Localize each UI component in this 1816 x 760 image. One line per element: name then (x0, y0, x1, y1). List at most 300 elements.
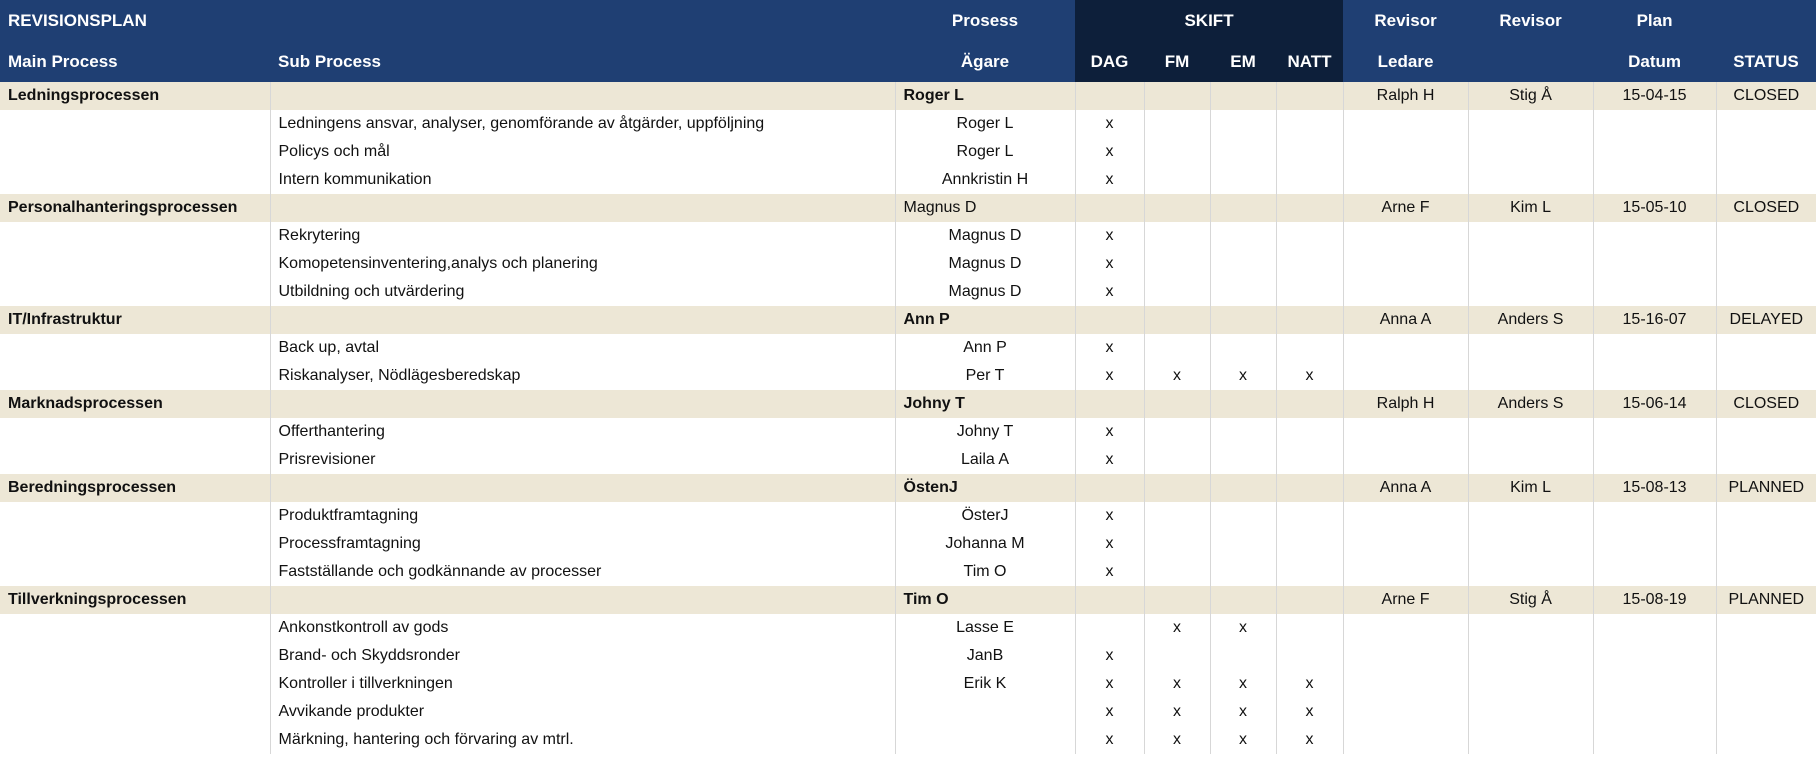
sub-process-row (0, 250, 1816, 278)
empty-cell (1716, 110, 1816, 138)
empty-cell (1468, 502, 1593, 530)
main-process-empty (0, 698, 270, 726)
empty-cell (1716, 558, 1816, 586)
empty-cell (1593, 166, 1716, 194)
main-process-empty (0, 642, 270, 670)
shift-mark (1210, 642, 1276, 670)
empty-cell (1343, 726, 1468, 754)
main-process-row (0, 306, 1816, 334)
sub-process-row (0, 698, 1816, 726)
plan-date: 15-06-14 (1593, 390, 1716, 418)
empty-cell (1468, 138, 1593, 166)
status-cell: CLOSED (1716, 194, 1816, 222)
sub-process-name: Intern kommunikation (270, 166, 895, 194)
shift-cell (1144, 306, 1210, 334)
empty-cell (1593, 558, 1716, 586)
shift-cell (1075, 586, 1144, 614)
sub-process-row (0, 138, 1816, 166)
shift-mark (1210, 138, 1276, 166)
shift-cell (1276, 474, 1343, 502)
sub-process-name: Fastställande och godkännande av processer (270, 558, 895, 586)
status-cell: PLANNED (1716, 586, 1816, 614)
sub-process-row (0, 418, 1816, 446)
main-process-empty (0, 502, 270, 530)
empty-cell (1468, 642, 1593, 670)
empty-cell (1343, 642, 1468, 670)
shift-mark: x (1210, 362, 1276, 390)
sub-process-row (0, 726, 1816, 754)
empty-cell (1593, 446, 1716, 474)
empty-cell (1716, 698, 1816, 726)
shift-mark: x (1210, 726, 1276, 754)
status-cell: CLOSED (1716, 82, 1816, 110)
empty-cell (1468, 446, 1593, 474)
empty-cell (1468, 530, 1593, 558)
shift-mark: x (1075, 670, 1144, 698)
shift-mark (1144, 250, 1210, 278)
main-process-empty (0, 166, 270, 194)
shift-mark (1276, 166, 1343, 194)
shift-mark: x (1075, 418, 1144, 446)
empty-cell (1716, 250, 1816, 278)
shift-mark: x (1075, 166, 1144, 194)
process-owner: Johny T (895, 390, 1075, 418)
main-process-empty (0, 726, 270, 754)
shift-cell (1210, 474, 1276, 502)
empty-cell (1593, 670, 1716, 698)
header-sub-process: Sub Process (270, 41, 895, 82)
shift-mark: x (1075, 642, 1144, 670)
sub-process-row (0, 110, 1816, 138)
empty-cell (1593, 250, 1716, 278)
main-process-name: Ledningsprocessen (0, 82, 270, 110)
shift-cell (1144, 390, 1210, 418)
sub-process-row (0, 670, 1816, 698)
empty-cell (1716, 278, 1816, 306)
sub-process-row (0, 166, 1816, 194)
sub-process-row (0, 502, 1816, 530)
sub-process-row (0, 530, 1816, 558)
shift-mark (1276, 278, 1343, 306)
revisor-lead: Arne F (1343, 194, 1468, 222)
shift-mark (1210, 166, 1276, 194)
shift-mark: x (1144, 670, 1210, 698)
shift-cell (1075, 82, 1144, 110)
plan-date: 15-16-07 (1593, 306, 1716, 334)
shift-mark (1276, 250, 1343, 278)
sub-process-name: Utbildning och utvärdering (270, 278, 895, 306)
sub-process-name: Avvikande produkter (270, 698, 895, 726)
shift-cell (1144, 194, 1210, 222)
sub-process-empty (270, 194, 895, 222)
empty-cell (1716, 642, 1816, 670)
empty-cell (1593, 110, 1716, 138)
empty-cell (1593, 614, 1716, 642)
header-revisor-2 (1468, 41, 1593, 82)
status-cell: DELAYED (1716, 306, 1816, 334)
shift-mark (1144, 558, 1210, 586)
shift-mark: x (1276, 362, 1343, 390)
shift-mark (1276, 222, 1343, 250)
shift-mark: x (1075, 222, 1144, 250)
header-shift-em: EM (1210, 41, 1276, 82)
main-process-empty (0, 362, 270, 390)
shift-mark (1144, 278, 1210, 306)
shift-mark (1210, 222, 1276, 250)
empty-cell (1343, 278, 1468, 306)
shift-cell (1144, 474, 1210, 502)
empty-cell (1343, 558, 1468, 586)
status-cell: PLANNED (1716, 474, 1816, 502)
shift-cell (1144, 586, 1210, 614)
empty-cell (1593, 642, 1716, 670)
header-status-1 (1716, 0, 1816, 41)
sub-process-name: Policys och mål (270, 138, 895, 166)
shift-cell (1144, 82, 1210, 110)
empty-cell (1343, 110, 1468, 138)
shift-cell (1210, 306, 1276, 334)
revisor: Anders S (1468, 306, 1593, 334)
shift-cell (1075, 306, 1144, 334)
shift-mark: x (1075, 558, 1144, 586)
sub-process-empty (270, 474, 895, 502)
empty-cell (1593, 418, 1716, 446)
sub-process-owner: Erik K (895, 670, 1075, 698)
main-process-row (0, 474, 1816, 502)
empty-cell (1468, 166, 1593, 194)
shift-mark (1210, 278, 1276, 306)
shift-mark: x (1276, 670, 1343, 698)
empty-cell (1593, 222, 1716, 250)
sub-process-owner (895, 726, 1075, 754)
empty-cell (1716, 222, 1816, 250)
sub-process-owner: Magnus D (895, 250, 1075, 278)
empty-cell (1468, 334, 1593, 362)
empty-cell (1593, 278, 1716, 306)
sub-process-name: Offerthantering (270, 418, 895, 446)
revisor-lead: Ralph H (1343, 390, 1468, 418)
empty-cell (1593, 530, 1716, 558)
empty-cell (1716, 614, 1816, 642)
empty-cell (1593, 726, 1716, 754)
empty-cell (1716, 362, 1816, 390)
sub-process-owner: Johny T (895, 418, 1075, 446)
empty-cell (1716, 502, 1816, 530)
shift-cell (1210, 390, 1276, 418)
revisor: Stig Å (1468, 82, 1593, 110)
shift-cell (1210, 586, 1276, 614)
shift-mark (1276, 446, 1343, 474)
process-owner: ÖstenJ (895, 474, 1075, 502)
header-row-1 (0, 0, 1816, 41)
revisor-lead: Arne F (1343, 586, 1468, 614)
sub-process-row (0, 446, 1816, 474)
shift-mark (1210, 110, 1276, 138)
plan-date: 15-04-15 (1593, 82, 1716, 110)
sub-process-owner: Lasse E (895, 614, 1075, 642)
shift-mark (1075, 614, 1144, 642)
shift-mark (1144, 502, 1210, 530)
shift-mark: x (1276, 698, 1343, 726)
shift-mark (1276, 334, 1343, 362)
shift-mark (1144, 222, 1210, 250)
main-process-empty (0, 558, 270, 586)
empty-cell (1343, 334, 1468, 362)
sub-process-owner: Laila A (895, 446, 1075, 474)
shift-cell (1210, 194, 1276, 222)
sub-process-owner: Johanna M (895, 530, 1075, 558)
empty-cell (1716, 446, 1816, 474)
empty-cell (1716, 670, 1816, 698)
header-owner-1: Prosess (895, 0, 1075, 41)
empty-cell (1343, 250, 1468, 278)
shift-mark (1276, 138, 1343, 166)
header-shift-dag: DAG (1075, 41, 1144, 82)
sub-process-row (0, 642, 1816, 670)
header-main-process: Main Process (0, 41, 270, 82)
sub-process-owner (895, 698, 1075, 726)
shift-mark (1210, 334, 1276, 362)
empty-cell (1716, 418, 1816, 446)
shift-mark: x (1075, 502, 1144, 530)
revisor: Kim L (1468, 194, 1593, 222)
shift-mark (1210, 446, 1276, 474)
revisor: Stig Å (1468, 586, 1593, 614)
sub-process-owner: Tim O (895, 558, 1075, 586)
header-date-1: Plan (1593, 0, 1716, 41)
sub-process-owner: Ann P (895, 334, 1075, 362)
empty-cell (1716, 166, 1816, 194)
shift-cell (1075, 390, 1144, 418)
empty-cell (1343, 138, 1468, 166)
sub-process-name: Kontroller i tillverkningen (270, 670, 895, 698)
shift-mark: x (1075, 250, 1144, 278)
sub-process-row (0, 334, 1816, 362)
header-row-2 (0, 41, 1816, 82)
table-body (0, 82, 1816, 754)
shift-mark: x (1075, 278, 1144, 306)
shift-mark: x (1210, 670, 1276, 698)
revisor-lead: Anna A (1343, 474, 1468, 502)
empty-cell (1468, 558, 1593, 586)
shift-mark (1276, 558, 1343, 586)
main-process-empty (0, 250, 270, 278)
sub-process-name: Komopetensinventering,analys och planering (270, 250, 895, 278)
main-process-empty (0, 138, 270, 166)
empty-cell (1343, 614, 1468, 642)
empty-cell (1468, 278, 1593, 306)
main-process-empty (0, 530, 270, 558)
shift-mark (1210, 418, 1276, 446)
process-owner: Roger L (895, 82, 1075, 110)
shift-cell (1075, 194, 1144, 222)
process-owner: Ann P (895, 306, 1075, 334)
sub-process-row (0, 614, 1816, 642)
main-process-name: Tillverkningsprocessen (0, 586, 270, 614)
empty-cell (1343, 222, 1468, 250)
shift-mark (1144, 642, 1210, 670)
empty-cell (1468, 250, 1593, 278)
main-process-name: Marknadsprocessen (0, 390, 270, 418)
header-shift-fm: FM (1144, 41, 1210, 82)
main-process-row (0, 586, 1816, 614)
shift-mark (1144, 446, 1210, 474)
sub-process-row (0, 558, 1816, 586)
sub-process-empty (270, 586, 895, 614)
sub-process-owner: Roger L (895, 110, 1075, 138)
header-revisor-1: Revisor (1468, 0, 1593, 41)
shift-cell (1276, 586, 1343, 614)
empty-cell (1343, 362, 1468, 390)
empty-cell (1343, 418, 1468, 446)
header-owner-2: Ägare (895, 41, 1075, 82)
empty-cell (1343, 446, 1468, 474)
sub-process-name: Processframtagning (270, 530, 895, 558)
header-title: REVISIONSPLAN (0, 0, 270, 41)
revisor-lead: Ralph H (1343, 82, 1468, 110)
plan-date: 15-08-19 (1593, 586, 1716, 614)
empty-cell (1593, 362, 1716, 390)
shift-mark: x (1075, 110, 1144, 138)
main-process-empty (0, 222, 270, 250)
sub-process-name: Rekrytering (270, 222, 895, 250)
revisor: Anders S (1468, 390, 1593, 418)
empty-cell (1716, 334, 1816, 362)
sub-process-name: Ledningens ansvar, analyser, genomförande av åtgärder, uppföljning (270, 110, 895, 138)
empty-cell (1468, 614, 1593, 642)
status-cell: CLOSED (1716, 390, 1816, 418)
shift-cell (1276, 194, 1343, 222)
main-process-row (0, 390, 1816, 418)
header-lead-2: Ledare (1343, 41, 1468, 82)
shift-mark (1210, 530, 1276, 558)
main-process-empty (0, 446, 270, 474)
sub-process-empty (270, 306, 895, 334)
empty-cell (1343, 698, 1468, 726)
revisor: Kim L (1468, 474, 1593, 502)
empty-cell (1468, 418, 1593, 446)
main-process-row (0, 194, 1816, 222)
sub-process-owner: Annkristin H (895, 166, 1075, 194)
main-process-name: Personalhanteringsprocessen (0, 194, 270, 222)
shift-mark: x (1144, 362, 1210, 390)
shift-mark (1144, 110, 1210, 138)
empty-cell (1343, 166, 1468, 194)
process-owner: Magnus D (895, 194, 1075, 222)
shift-cell (1075, 474, 1144, 502)
empty-cell (1593, 698, 1716, 726)
shift-mark: x (1075, 362, 1144, 390)
empty-cell (1593, 138, 1716, 166)
shift-mark (1144, 418, 1210, 446)
main-process-row (0, 82, 1816, 110)
main-process-empty (0, 670, 270, 698)
shift-mark: x (1075, 138, 1144, 166)
sub-process-empty (270, 390, 895, 418)
empty-cell (1468, 222, 1593, 250)
shift-cell (1276, 82, 1343, 110)
sub-process-name: Prisrevisioner (270, 446, 895, 474)
empty-cell (1593, 334, 1716, 362)
empty-cell (1468, 110, 1593, 138)
shift-cell (1276, 390, 1343, 418)
empty-cell (1343, 502, 1468, 530)
shift-mark: x (1075, 698, 1144, 726)
empty-cell (1593, 502, 1716, 530)
shift-mark: x (1075, 530, 1144, 558)
sub-process-owner: Magnus D (895, 278, 1075, 306)
shift-mark (1276, 110, 1343, 138)
shift-mark (1144, 138, 1210, 166)
header-lead-1: Revisor (1343, 0, 1468, 41)
header-sub-blank (270, 0, 895, 41)
header-skift: SKIFT (1075, 0, 1343, 41)
empty-cell (1716, 726, 1816, 754)
sub-process-owner: Per T (895, 362, 1075, 390)
sub-process-name: Ankonstkontroll av gods (270, 614, 895, 642)
shift-mark: x (1075, 726, 1144, 754)
empty-cell (1343, 530, 1468, 558)
sub-process-row (0, 278, 1816, 306)
shift-mark (1276, 418, 1343, 446)
empty-cell (1716, 138, 1816, 166)
empty-cell (1716, 530, 1816, 558)
shift-cell (1210, 82, 1276, 110)
shift-mark (1144, 530, 1210, 558)
header-status-2: STATUS (1716, 41, 1816, 82)
sub-process-empty (270, 82, 895, 110)
main-process-empty (0, 418, 270, 446)
plan-date: 15-05-10 (1593, 194, 1716, 222)
shift-mark (1276, 502, 1343, 530)
shift-cell (1276, 306, 1343, 334)
shift-mark: x (1144, 614, 1210, 642)
main-process-empty (0, 334, 270, 362)
shift-mark: x (1210, 698, 1276, 726)
shift-mark (1276, 642, 1343, 670)
empty-cell (1468, 670, 1593, 698)
empty-cell (1468, 698, 1593, 726)
revisor-lead: Anna A (1343, 306, 1468, 334)
shift-mark (1210, 250, 1276, 278)
sub-process-name: Riskanalyser, Nödlägesberedskap (270, 362, 895, 390)
main-process-empty (0, 110, 270, 138)
main-process-empty (0, 614, 270, 642)
sub-process-row (0, 362, 1816, 390)
main-process-name: IT/Infrastruktur (0, 306, 270, 334)
shift-mark: x (1276, 726, 1343, 754)
sub-process-owner: ÖsterJ (895, 502, 1075, 530)
shift-mark (1144, 334, 1210, 362)
shift-mark (1276, 614, 1343, 642)
process-owner: Tim O (895, 586, 1075, 614)
sub-process-name: Märkning, hantering och förvaring av mtrl. (270, 726, 895, 754)
sub-process-name: Brand- och Skyddsronder (270, 642, 895, 670)
sub-process-owner: Magnus D (895, 222, 1075, 250)
shift-mark (1144, 166, 1210, 194)
shift-mark: x (1144, 698, 1210, 726)
sub-process-name: Back up, avtal (270, 334, 895, 362)
sub-process-name: Produktframtagning (270, 502, 895, 530)
shift-mark: x (1075, 446, 1144, 474)
shift-mark: x (1075, 334, 1144, 362)
main-process-name: Beredningsprocessen (0, 474, 270, 502)
shift-mark: x (1210, 614, 1276, 642)
empty-cell (1468, 726, 1593, 754)
shift-mark (1210, 558, 1276, 586)
sub-process-owner: Roger L (895, 138, 1075, 166)
main-process-empty (0, 278, 270, 306)
